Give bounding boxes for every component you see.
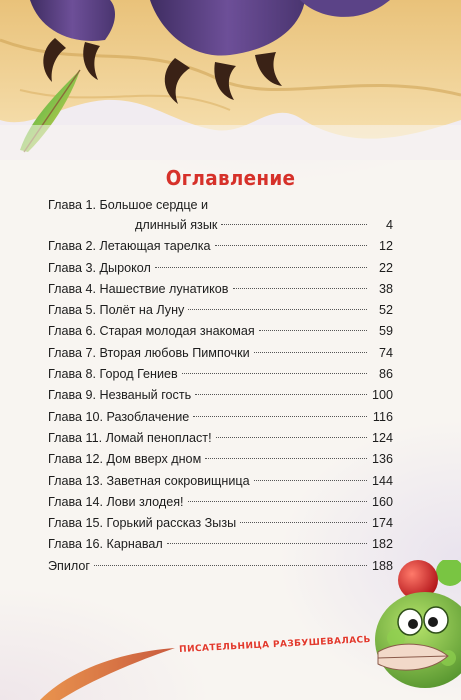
toc-label: Глава 6. Старая молодая знакомая (48, 324, 255, 339)
toc-row (48, 300, 393, 321)
toc-label: Глава 5. Полёт на Луну (48, 303, 185, 318)
dot-leader (167, 543, 367, 544)
toc-page-number: 174 (371, 516, 393, 531)
dot-leader (155, 267, 367, 268)
dot-leader (205, 458, 367, 459)
toc-row (48, 385, 393, 406)
dot-leader (259, 330, 367, 331)
toc-label: Глава 12. Дом вверх дном (48, 452, 202, 467)
toc-page-number: 74 (378, 345, 393, 360)
toc-row (48, 343, 393, 364)
toc-row (48, 449, 393, 470)
toc-label: длинный язык (135, 218, 218, 232)
toc-label: Эпилог (48, 558, 90, 573)
toc-page-number: 182 (371, 537, 393, 552)
toc-label: Глава 7. Вторая любовь Пимпочки (48, 345, 250, 360)
toc-page-number: 12 (378, 239, 393, 254)
toc-label: Глава 2. Летающая тарелка (48, 239, 211, 254)
toc-label: Глава 10. Разоблачение (48, 409, 190, 424)
toc-row (48, 471, 393, 492)
page-title: Оглавление (165, 166, 296, 190)
toc-page-number: 52 (378, 303, 393, 318)
toc-row (48, 258, 393, 279)
toc-page-number: 86 (378, 367, 393, 382)
bottom-illustration (0, 560, 461, 700)
toc-label: Глава 11. Ломай пенопласт! (48, 430, 212, 445)
dot-leader (188, 501, 367, 502)
toc-row (48, 513, 393, 534)
toc-page-number: 4 (385, 218, 393, 232)
toc-label: Глава 9. Незваный гость (48, 388, 192, 403)
dot-leader (221, 224, 367, 225)
toc-label: Глава 1. Большое сердце и (48, 198, 209, 212)
toc-label: Глава 15. Горький рассказ Зызы (48, 516, 237, 531)
toc-row (48, 428, 393, 449)
brand-logo-text: ПИСАТЕЛЬНИЦА РАЗБУШЕВАЛАСЬ (178, 634, 372, 656)
toc-row (48, 215, 393, 236)
dot-leader (182, 373, 367, 374)
dot-leader (195, 394, 367, 395)
toc-row (48, 236, 393, 257)
toc-row (48, 492, 393, 513)
toc-page-number: 188 (371, 558, 393, 573)
top-illustration (0, 0, 461, 160)
toc-row (48, 534, 393, 555)
dot-leader (188, 309, 367, 310)
toc-row (48, 321, 393, 342)
toc-page-number: 38 (378, 281, 393, 296)
toc-label: Глава 13. Заветная сокровищница (48, 473, 250, 488)
dot-leader (215, 245, 368, 246)
table-of-contents (48, 196, 393, 577)
toc-page-number: 100 (371, 388, 393, 403)
dot-leader (216, 437, 367, 438)
toc-label: Глава 4. Нашествие лунатиков (48, 281, 229, 296)
dot-leader (240, 522, 367, 523)
toc-page-number: 59 (378, 324, 393, 339)
dot-leader (254, 352, 367, 353)
toc-page-number: 136 (371, 452, 393, 467)
dot-leader (233, 288, 368, 289)
toc-row (48, 279, 393, 300)
toc-row (48, 196, 393, 215)
toc-page-number: 116 (372, 409, 393, 424)
toc-page-number: 124 (371, 430, 393, 445)
toc-label: Глава 14. Лови злодея! (48, 494, 184, 509)
toc-label: Глава 8. Город Гениев (48, 367, 178, 382)
toc-row (48, 407, 393, 428)
toc-page-number: 160 (371, 494, 393, 509)
dot-leader (193, 416, 367, 417)
toc-row (48, 364, 393, 385)
dot-leader (254, 480, 367, 481)
toc-page-number: 144 (371, 473, 393, 488)
toc-label: Глава 3. Дырокол (48, 260, 151, 275)
toc-page-number: 22 (378, 260, 393, 275)
toc-label: Глава 16. Карнавал (48, 537, 163, 552)
